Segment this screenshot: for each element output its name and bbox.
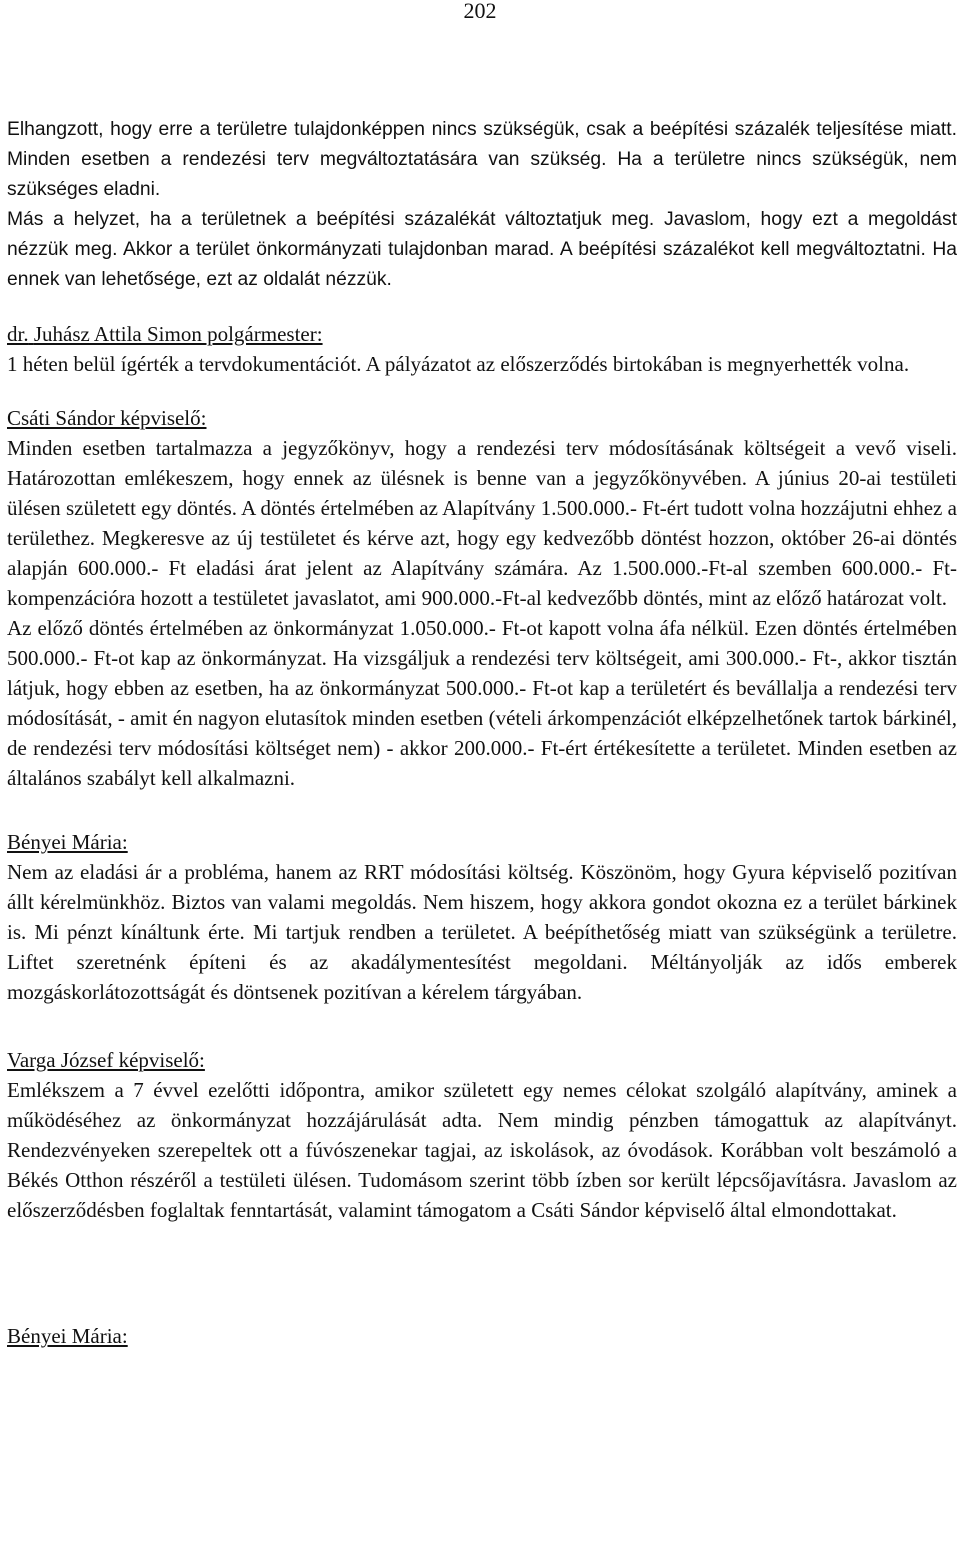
intro-paragraph-1: Elhangzott, hogy erre a területre tulajdonképpen nincs szükségük, csak a beépítési százalék teljesítése miatt. Minden esetben a rendezési terv megváltoztatására van szükség. Ha a területre nincs szükségük, nem szükséges eladni.	[7, 119, 957, 200]
speaker-mayor-name: Juhász Attila Simon polgármester:	[33, 322, 323, 346]
speech-csati-1: Minden esetben tartalmazza a jegyzőkönyv, hogy a rendezési terv módosításának költségeit a vevő viseli. Határozottan emlékeszem, hogy ennek az ülésnek is benne van a jegyzőkönyvében. A június 20-ai testületi ülésen született egy döntés. A döntés értelmében az Alapítvány 1.500.000.- Ft-ért tudott volna hozzájutni ehhez a területhez. Megkeresve az új testületet és kérve azt, hogy egy kedvezőbb döntést hozzon, október 26-ai döntés alapján 600.000.- Ft eladási árat jelent az Alapítvány számára. Az 1.500.000.-Ft-al szemben 600.000.- Ft- kompenzációra hozott a testületet javaslatot, ami 900.000.-Ft-al kedvezőbb döntés, mint az előző határozat volt.	[7, 436, 957, 610]
speaker-varga: Varga József képviselő:	[7, 1048, 205, 1072]
intro-paragraph-2: Más a helyzet, ha a területnek a beépítési százalékát változtatjuk meg. Javaslom, hogy ezt a megoldást nézzük meg. Akkor a terület önkormányzati tulajdonban marad. A beépítési százalékot kell megváltoztatni. Ha ennek van lehetősége, ezt az oldalát nézzük.	[7, 209, 957, 290]
speaker-mayor	[7, 319, 957, 349]
document-body	[7, 115, 957, 1351]
speech-mayor: 1 héten belül ígérték a tervdokumentációt. A pályázatot az előszerződés birtokában is megnyerhették volna.	[7, 352, 910, 376]
speaker-benyei: Bényei Mária:	[7, 830, 128, 854]
speech-varga: Emlékszem a 7 évvel ezelőtti időpontra, amikor született egy nemes célokat szolgáló alapítvány, aminek a működéséhez az önkormányzat hozzájárulását adta. Nem mindig pénzben támogattuk az alapítványt. Rendezvényeken szerepeltek ott a fúvószenekar tagjai, az iskolások, az óvodások. Korábban volt beszámoló a Békés Otthon részéről a testületi ülésen. Tudomásom szerint több ízben sor került lépcsőjavításra. Javaslom az előszerződésben foglaltak fenntartását, valamint támogatom a Csáti Sándor képviselő által elmondottakat.	[7, 1078, 957, 1222]
speaker-benyei-2: Bényei Mária:	[7, 1324, 128, 1348]
page-number: 202	[463, 0, 497, 23]
speaker-prefix: dr.	[7, 322, 29, 346]
speech-benyei: Nem az eladási ár a probléma, hanem az RRT módosítási költség. Köszönöm, hogy Gyura képviselő pozitívan állt kérelmünkhöz. Biztos van valami megoldás. Nem hiszem, hogy akkora gondot okozna ez a terület bárkinek is. Mi pénzt kínáltunk érte. Mi tartjuk rendben a területet. A beépíthetőség miatt van szükségünk a területre. Liftet szeretnénk építeni és az akadálymentesítést megoldani. Méltányolják az idős emberek mozgáskorlátozottságát és döntsenek pozitívan a kérelem tárgyában.	[7, 860, 957, 1004]
speech-csati-2: Az előző döntés értelmében az önkormányzat 1.050.000.- Ft-ot kapott volna áfa nélkül. Ezen döntés értelmében 500.000.- Ft-ot kap az önkormányzat. Ha vizsgáljuk a rendezési terv költségeit, ami 300.000.- Ft-, akkor tisztán látjuk, hogy ebben az esetben, ha az önkormányzat 500.000.- Ft-ot kap a területért és bevállalja a rendezési terv módosítását, - amit én nagyon elutasítok minden esetben (vételi árkompenzációt elképzelhetőnek tartok bárkinél, de rendezési terv módosítási költséget nem) - akkor 200.000.- Ft-ért értékesítette a területet. Minden esetben az általános szabályt kell alkalmazni.	[7, 616, 957, 790]
speaker-csati: Csáti Sándor képviselő:	[7, 406, 207, 430]
